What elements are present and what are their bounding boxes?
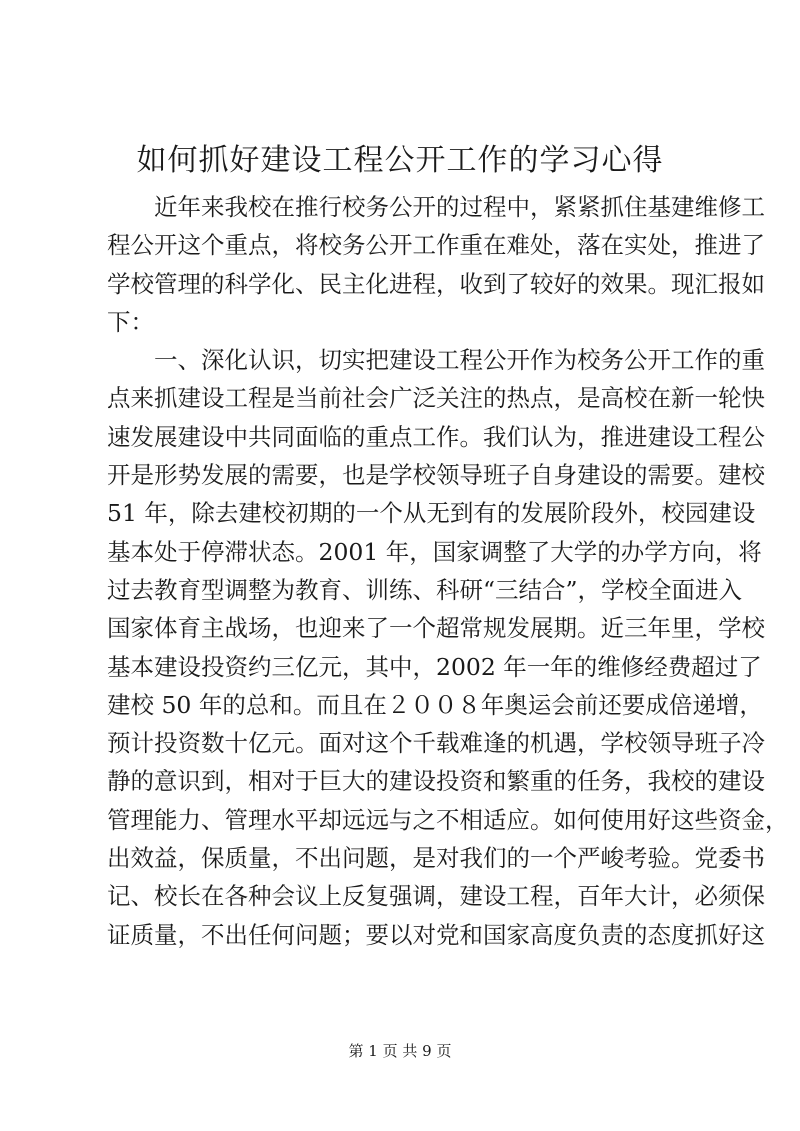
body-line: 出效益，保质量，不出问题，是对我们的一个严峻考验。党委书 xyxy=(107,844,765,873)
body-line: 开是形势发展的需要，也是学校领导班子自身建设的需要。建校 xyxy=(107,461,765,490)
body-line: 管理能力、管理水平却远远与之不相适应。如何使用好这些资金， xyxy=(107,805,789,834)
page-number: 第 1 页 共 9 页 xyxy=(348,1042,452,1060)
body-line: 程公开这个重点，将校务公开工作重在难处，落在实处，推进了 xyxy=(107,231,765,260)
body-line: 记、校长在各种会议上反复强调，建设工程，百年大计，必须保 xyxy=(107,882,765,911)
document-body xyxy=(107,188,789,954)
body-line: 基本建设投资约三亿元，其中，2002 年一年的维修经费超过了 xyxy=(107,652,762,681)
body-line: 点来抓建设工程是当前社会广泛关注的热点，是高校在新一轮快 xyxy=(107,384,765,413)
body-line: 近年来我校在推行校务公开的过程中，紧紧抓住基建维修工 xyxy=(107,193,765,221)
body-line: 过去教育型调整为教育、训练、科研“三结合”，学校全面进入 xyxy=(107,575,743,604)
body-line: 建校 50 年的总和。而且在２００８年奥运会前还要成倍递增， xyxy=(107,690,763,719)
body-line: 预计投资数十亿元。面对这个千载难逢的机遇，学校领导班子冷 xyxy=(107,729,765,758)
body-line: 静的意识到，相对于巨大的建设投资和繁重的任务，我校的建设 xyxy=(107,767,765,796)
body-line: 51 年，除去建校初期的一个从无到有的发展阶段外，校园建设 xyxy=(107,499,756,528)
body-line: 学校管理的科学化、民主化进程，收到了较好的效果。现汇报如 xyxy=(107,269,765,298)
body-line: 下： xyxy=(107,307,154,336)
body-line: 证质量，不出任何问题；要以对党和国家高度负责的态度抓好这 xyxy=(107,920,765,949)
body-line: 基本处于停滞状态。2001 年，国家调整了大学的办学方向，将 xyxy=(107,537,762,566)
body-line: 一、深化认识，切实把建设工程公开作为校务公开工作的重 xyxy=(107,346,765,375)
body-line: 速发展建设中共同面临的重点工作。我们认为，推进建设工程公 xyxy=(107,422,765,451)
page-footer xyxy=(0,1041,800,1061)
document-title: 如何抓好建设工程公开工作的学习心得 xyxy=(136,143,664,178)
body-line: 国家体育主战场，也迎来了一个超常规发展期。近三年里，学校 xyxy=(107,614,765,643)
